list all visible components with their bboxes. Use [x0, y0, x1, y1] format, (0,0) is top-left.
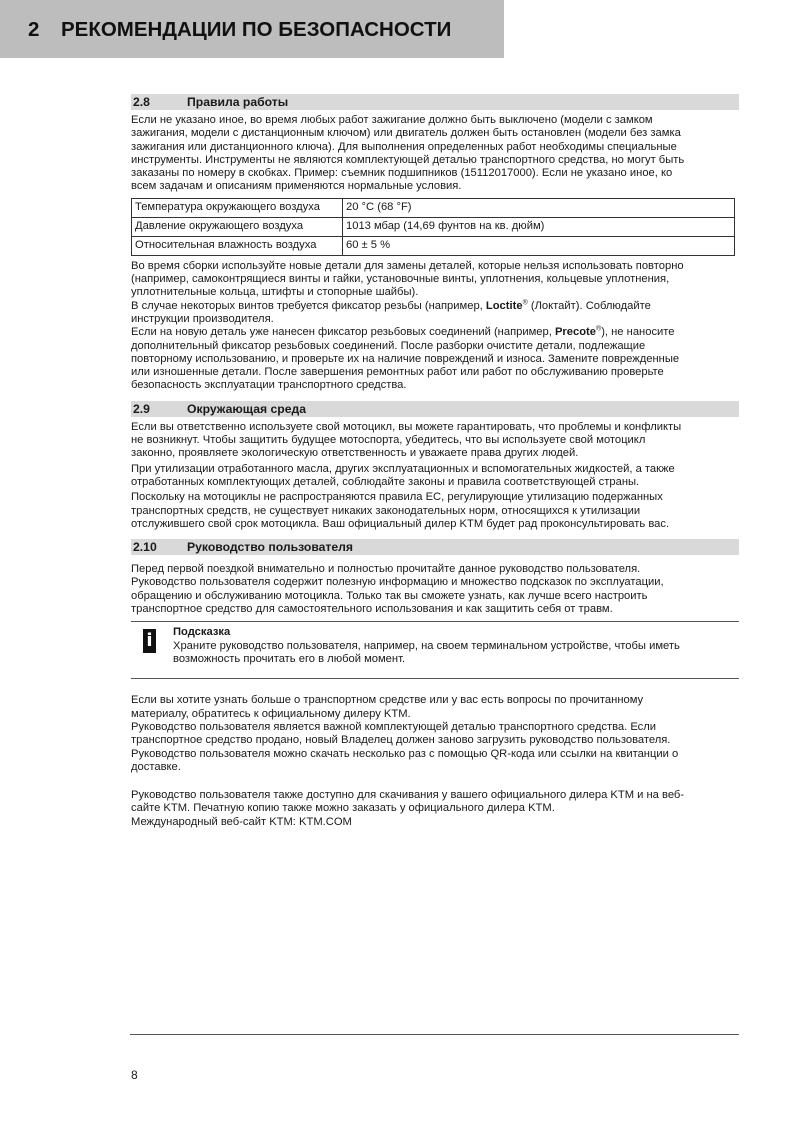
table-row: [132, 217, 735, 236]
text-line: инструменты. Инструменты не являются комплектующей деталью транспортного средства, но могут быть: [131, 153, 685, 166]
text-line: отслужившего свой срок мотоцикла. Ваш официальный дилер KTM будет рад проконсультировать вас.: [131, 517, 670, 530]
text-line: уплотнительные кольца, штифты и стопорные шайбы).: [131, 286, 419, 299]
text-line: сайте KTM. Печатную копию также можно заказать у официального дилера KTM.: [131, 802, 555, 815]
section-number: 2.10: [133, 540, 157, 555]
text-line: зажигания, модели с дистанционным ключом) или двигатель должен быть остановлен (модели без замка: [131, 127, 681, 140]
text-line: Международный веб-сайт KTM: KTM.COM: [131, 815, 352, 828]
text-line: зажигания или дистанционного ключа). Для выполнения определенных работ необходимы специальные: [131, 140, 677, 153]
registered-mark: ®: [522, 298, 528, 306]
registered-mark: ®: [596, 325, 602, 333]
table-cell: 20 °C (68 °F): [343, 198, 735, 217]
text-line: инструкции производителя.: [131, 312, 274, 325]
tip-text: [173, 640, 733, 667]
text-line: транспортное средство продано, новый Владелец должен заново загрузить руководство пользователя.: [131, 734, 671, 747]
info-icon: i: [143, 629, 156, 653]
text-line: транспортное средство для самостоятельного использования и как защитить себя от травм.: [131, 603, 613, 616]
chapter-title: РЕКОМЕНДАЦИИ ПО БЕЗОПАСНОСТИ: [61, 18, 452, 41]
section-heading-2-10: [131, 539, 739, 555]
text-line: Во время сборки используйте новые детали для замены деталей, которые нельзя использовать повторно: [131, 259, 684, 272]
paragraph-eu-rules: [131, 491, 739, 531]
text-line: Перед первой поездкой внимательно и полностью прочитайте данное руководство пользователя.: [131, 563, 641, 576]
tip-title: Подсказка: [173, 626, 231, 639]
text-line: (например, самоконтрящиеся винты и гайки, установочные винты, уплотнения, кольцевые уплотнения,: [131, 273, 670, 286]
section-number: 2.9: [133, 401, 150, 416]
table-row: [132, 198, 735, 217]
footer-divider: [130, 1034, 739, 1035]
text-line: Поскольку на мотоциклы не распространяются правила ЕС, регулирующие утилизацию подержанных: [131, 491, 663, 504]
text-line: законно, проявляете экологическую ответственность и уважаете права других людей.: [131, 447, 579, 460]
section-heading-2-8: [131, 94, 739, 110]
text-line: Руководство пользователя также доступно для скачивания у вашего официального дилера KTM и на веб-: [131, 789, 685, 802]
text-line: Если на новую деталь уже нанесен фиксатор резьбовых соединений (например,: [131, 326, 555, 339]
tip-box: [131, 621, 739, 679]
text-line: При утилизации отработанного масла, других эксплуатационных и вспомогательных жидкостей, а также: [131, 462, 675, 475]
text-line: не возникнут. Чтобы защитить будущее мотоспорта, убедитесь, что вы используете свой мотоцикл: [131, 434, 646, 447]
text-line: Храните руководство пользователя, например, на своем терминальном устройстве, чтобы иметь: [173, 639, 680, 652]
table-row: [132, 236, 735, 255]
text-line: всем задачам и описаниям применяются нормальные условия.: [131, 180, 462, 193]
page-number: 8: [131, 1068, 138, 1082]
table-cell: Температура окружающего воздуха: [132, 198, 343, 217]
paragraph-manual-intro: [131, 563, 739, 616]
text-line: Если вы ответственно используете свой мотоцикл, вы можете гарантировать, что проблемы и конфликты: [131, 420, 682, 433]
text-line: Руководство пользователя содержит полезную информацию и множество подсказок по эксплуатации,: [131, 576, 664, 589]
text-line: повторному использованию, и проверьте их на наличие повреждений и износа. Замените поврежденные: [131, 352, 680, 365]
table-cell: 1013 мбар (14,69 фунтов на кв. дюйм): [343, 217, 735, 236]
text-line: отработанных комплектующих деталей, соблюдайте законы и правила соответствующей страны.: [131, 475, 640, 488]
text-line: (Локтайт). Соблюдайте: [527, 299, 651, 312]
paragraph-disposal: [131, 463, 739, 490]
section-title: Окружающая среда: [187, 401, 306, 416]
text-line: дополнительный фиксатор резьбовых соединений. После разборки очистите детали, подлежащие: [131, 339, 646, 352]
normal-conditions-table: [131, 198, 735, 256]
text-line: Если не указано иное, во время любых работ зажигание должно быть выключено (модели с замком: [131, 114, 653, 126]
paragraph-environment: [131, 421, 739, 461]
table-cell: 60 ± 5 %: [343, 236, 735, 255]
text-line: доставке.: [131, 760, 181, 773]
section-number: 2.8: [133, 95, 150, 109]
tip-body: [173, 626, 733, 666]
section-title: Правила работы: [187, 95, 289, 109]
text-line: заказаны по номеру в скобках. Пример: съемник подшипников (15112017000). Если не указано иное, ко: [131, 167, 673, 180]
paragraph-work-rules: [131, 114, 739, 194]
text-line: Если вы хотите узнать больше о транспортном средстве или у вас есть вопросы по прочитанному: [131, 694, 644, 707]
paragraph-new-parts: [131, 260, 739, 393]
text-line: материалу, обратитесь к официальному дилеру KTM.: [131, 707, 411, 720]
text-line: Руководство пользователя является важной комплектующей деталью транспортного средства. Если: [131, 720, 657, 733]
text-line: транспортных средств, не существует никаких законодательных норм, относящихся к утилизации: [131, 504, 641, 517]
brand-loctite: Loctite: [485, 299, 523, 312]
text-line: В случае некоторых винтов требуется фиксатор резьбы (например,: [131, 299, 486, 312]
table-cell: Относительная влажность воздуха: [132, 236, 343, 255]
paragraph-manual-questions: [131, 694, 739, 774]
text-line: безопасность эксплуатации транспортного средства.: [131, 379, 407, 392]
text-line: возможность прочитать его в любой момент.: [173, 652, 406, 665]
page-content: [131, 94, 739, 829]
section-heading-2-9: [131, 401, 739, 417]
chapter-number: 2: [28, 18, 40, 41]
text-line: Руководство пользователя можно скачать несколько раз с помощью QR-кода или ссылки на квитанции о: [131, 747, 679, 760]
text-line: ), не наносите: [601, 326, 675, 339]
text-line: обращению и обслуживанию мотоцикла. Только так вы сможете узнать, как лучше всего настроить: [131, 589, 648, 602]
paragraph-manual-download: [131, 789, 739, 829]
section-title: Руководство пользователя: [187, 540, 354, 555]
text-line: или изношенные детали. После завершения ремонтных работ или работ по обслуживанию проверьте: [131, 366, 664, 379]
chapter-header: [0, 0, 504, 58]
brand-precote: Precote: [554, 326, 597, 339]
table-cell: Давление окружающего воздуха: [132, 217, 343, 236]
